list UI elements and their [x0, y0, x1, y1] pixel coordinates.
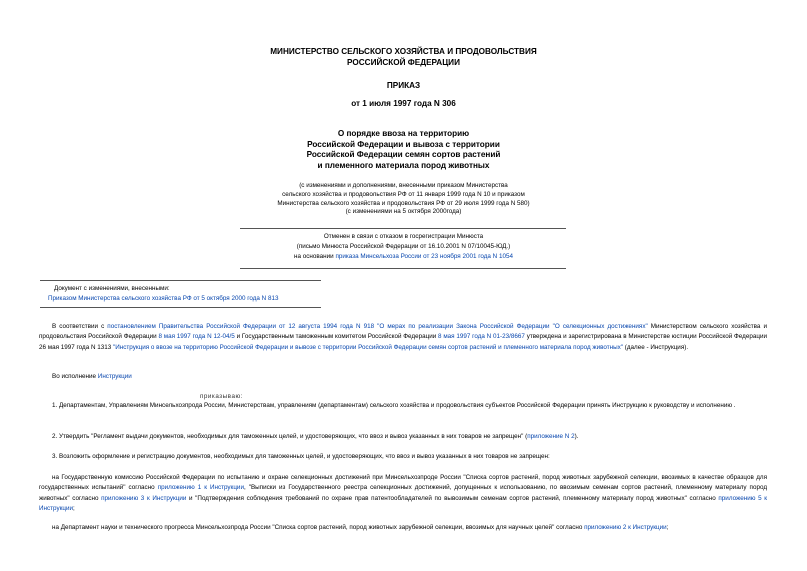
- text-span: на Государственную комиссию Российской Федерации по испытанию и охране селекционных достижений при Минсельхозпроде России "Списка сортов растений, пород животных зарубежной селекции, ввозимых в качестве образцов для государственных испытаний" согласно: [39, 474, 767, 492]
- instructions-link[interactable]: Инструкции: [97, 373, 132, 380]
- cancellation-prefix: на основании: [294, 253, 336, 260]
- text-span: В соответствии с: [52, 323, 108, 330]
- appendix-2-instruction-link[interactable]: приложению 2 к Инструкции: [584, 524, 667, 531]
- text-span: утверждена и зарегистрирована в Министерстве юстиции Российской Федерации 26 мая 1997 года N 1313: [39, 333, 767, 351]
- ministry-heading: [0, 47, 807, 68]
- text-span: ).: [574, 433, 579, 440]
- appendix-1-link[interactable]: приложению 1 к Инструкции: [157, 484, 244, 492]
- ministry-date-link[interactable]: 8 мая 1997 года N 12-04/5: [158, 333, 235, 341]
- appendix-3-link[interactable]: приложению 3 к Инструкции: [101, 494, 187, 502]
- text-span: Во исполнение: [52, 373, 98, 380]
- cancellation-order-link[interactable]: приказа Минсельхоза России от 23 ноября 2001 года N 1054: [335, 253, 513, 260]
- text-span: ;: [666, 524, 669, 531]
- cancellation-line-2: (письмо Минюста Российской Федерации от 16.10.2001 N 07/10045-ЮД.): [296, 243, 511, 250]
- subject-line: Российской Федерации и вывоза с территории: [307, 139, 500, 149]
- doc-changes-divider-bottom: [40, 307, 321, 308]
- cancellation-note: [0, 232, 807, 262]
- amendments-note: [0, 182, 807, 217]
- paragraph-item-2: [39, 432, 767, 442]
- appendix-5-link[interactable]: приложению 5 к Инструкции: [39, 494, 767, 513]
- text-span: 2. Утвердить "Регламент выдачи документов, необходимых для таможенных целей, и удостоверяющих, что ввоз и вывоз указанных в них товаров не запрещен" (: [52, 433, 528, 440]
- customs-date-link[interactable]: 8 мая 1997 года N 01-23/8667: [438, 333, 525, 341]
- text-span: ;: [73, 505, 75, 513]
- order-title: ПРИКАЗ: [386, 81, 421, 90]
- text-span: (далее - Инструкция).: [623, 343, 689, 351]
- appendix-2-link[interactable]: приложение N 2: [527, 433, 575, 440]
- ministry-line-2: РОССИЙСКОЙ ФЕДЕРАЦИИ: [347, 57, 460, 67]
- divider-bottom: [240, 268, 566, 269]
- doc-changes-divider-top: [40, 280, 321, 281]
- document-changes-label: Документ с изменениями, внесенными:: [54, 285, 170, 292]
- order-word: приказываю:: [200, 393, 243, 400]
- document-changes-box: [48, 284, 278, 304]
- subject-line: и племенного материала пород животных: [317, 160, 490, 170]
- ministry-line-1: МИНИСТЕРСТВО СЕЛЬСКОГО ХОЗЯЙСТВА И ПРОДОВОЛЬСТВИЯ: [270, 47, 537, 56]
- subject-line: Российской Федерации семян сортов растений: [306, 150, 501, 160]
- paragraph-item-1: 1. Департаментам, Управлениям Минсельхозпрода России, Министерствам, управлениям (департаментам) сельского хозяйства и продовольствия субъектов Российской Федерации принять Инструкцию к руководству и исполнению .: [52, 402, 736, 409]
- cancellation-line-3: [0, 252, 807, 262]
- paragraph-state-commission: [39, 473, 767, 515]
- government-decree-link[interactable]: постановлением Правительства Российской Федерации от 12 августа 1994 года N 918 "О мерах по реализации Закона Российской Федерации "О селекционных достижениях": [107, 323, 648, 330]
- paragraph-preamble: [39, 322, 767, 353]
- document-changes-link[interactable]: Приказом Министерства сельского хозяйства РФ от 5 октября 2000 года N 813: [48, 295, 279, 302]
- order-date: от 1 июля 1997 года N 306: [351, 99, 456, 108]
- divider-top: [240, 228, 566, 229]
- order-subject: [0, 129, 807, 171]
- amendments-line: (с изменениями на 5 октября 2000года): [345, 208, 462, 216]
- paragraph-execution: [39, 372, 767, 382]
- text-span: на Департамент науки и технического прогресса Минсельхозпрода России "Списка сортов растений, пород животных зарубежной селекции, ввозимых для научных целей" согласно: [52, 524, 585, 531]
- cancellation-line-1: Отменен в связи с отказом в госрегистрации Минюста: [323, 233, 484, 240]
- amendments-line: Министерства сельского хозяйства и продовольствия РФ от 29 июля 1999 года N 580): [277, 199, 530, 207]
- amendments-line: (с изменениями и дополнениями, внесенными приказом Министерства: [299, 182, 508, 189]
- text-span: и "Подтверждения соблюдения требований по охране прав патентообладателей по вывозимым семенам сортов растений, племенному материалу пород животных" согласно: [186, 494, 719, 502]
- text-span: , "Выписки из Государственного реестра селекционных достижений, допущенных к использованию, по ввозимым семенам сортов растений, племенному материалу пород животных" согласно: [39, 484, 767, 502]
- text-span: и Государственным таможенным комитетом Российской Федерации: [234, 333, 439, 341]
- amendments-line: сельского хозяйства и продовольствия РФ от 11 января 1999 года N 10 и приказом: [282, 190, 525, 198]
- instruction-link[interactable]: "Инструкция о ввозе на территорию Российской Федерации и вывозе с территории Российской Федерации семян сортов растений и племенного материала пород животных": [113, 343, 624, 351]
- paragraph-item-3: 3. Возложить оформление и регистрацию документов, необходимых для таможенных целей, и удостоверяющих, что ввоз и вывоз указанных в них товаров не запрещен:: [52, 453, 550, 460]
- paragraph-science-department: [39, 523, 767, 533]
- text-span: Министерством сельского хозяйства и продовольствия Российской Федерации: [39, 323, 768, 341]
- subject-line: О порядке ввоза на территорию: [337, 129, 470, 138]
